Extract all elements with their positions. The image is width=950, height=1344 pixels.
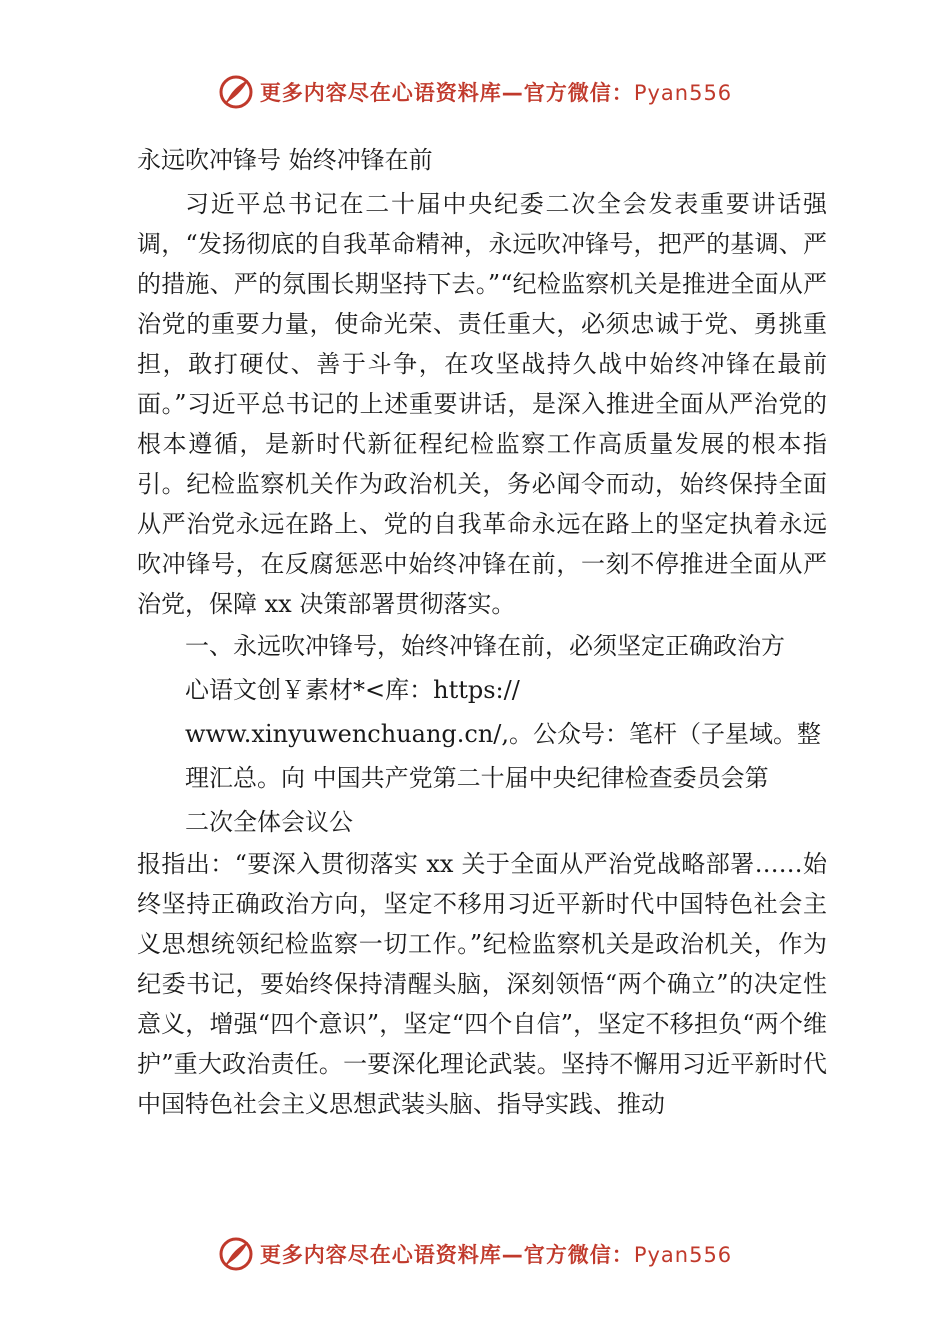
document-body <box>137 138 827 1124</box>
paragraph-2: 报指出：“要深入贯彻落实 xx 关于全面从严治党战略部署……始终坚持正确政治方向，坚定不移用习近平新时代中国特色社会主义思想统领纪检监察一切工作。”纪检监察机关是政治机关，作为纪委书记，要始终保持清醒头脑，深刻领悟“两个确立”的决定性意义，增强“四个意识”，坚定“四个自信”，坚定不移担负“两个维护”重大政治责任。一要深化理论武装。坚持不懈用习近平新时代中国特色社会主义思想武装头脑、指导实践、推动 <box>137 850 827 1118</box>
section-heading-1: 一、永远吹冲锋号，始终冲锋在前，必须坚定正确政治方 <box>185 632 785 660</box>
inserted-line-2: www.xinyuwenchuang.cn/,。公众号：笔杆（子星域。整 <box>185 720 822 748</box>
quill-pen-logo-icon <box>218 74 254 110</box>
footer-banner <box>0 1232 950 1276</box>
footer-banner-label: 更多内容尽在心语资料库—官方微信： <box>259 1243 634 1267</box>
paragraph-1: 习近平总书记在二十届中央纪委二次全会发表重要讲话强调，“发扬彻底的自我革命精神，永远吹冲锋号，把严的基调、严的措施、严的氛围长期坚持下去。”“纪检监察机关是推进全面从严治党的重要力量，使命光荣、责任重大，必须忠诚于党、勇挑重担，敢打硬仗、善于斗争，在攻坚战持久战中始终冲锋在最前面。”习近平总书记的上述重要讲话，是深入推进全面从严治党的根本遵循，是新时代新征程纪检监察工作高质量发展的根本指引。纪检监察机关作为政治机关，务必闻令而动，始终保持全面从严治党永远在路上、党的自我革命永远在路上的坚定执着永远吹冲锋号，在反腐惩恶中始终冲锋在前，一刻不停推进全面从严治党，保障 xx 决策部署贯彻落实。 <box>137 190 827 618</box>
document-title: 永远吹冲锋号 始终冲锋在前 <box>137 146 433 174</box>
quill-pen-logo-icon <box>218 1236 254 1272</box>
inserted-line-1: 心语文创￥素材*<库：https:// <box>185 676 520 704</box>
inserted-line-3: 理汇总。向 中国共产党第二十届中央纪律检查委员会第 <box>185 764 769 792</box>
header-banner-text <box>260 77 732 107</box>
header-banner <box>0 70 950 114</box>
header-banner-label: 更多内容尽在心语资料库—官方微信： <box>259 81 634 105</box>
inserted-line-4: 二次全体会议公 <box>185 808 353 836</box>
footer-banner-text <box>260 1239 732 1269</box>
footer-banner-handle: Pyan556 <box>633 1243 733 1267</box>
header-banner-handle: Pyan556 <box>633 81 733 105</box>
